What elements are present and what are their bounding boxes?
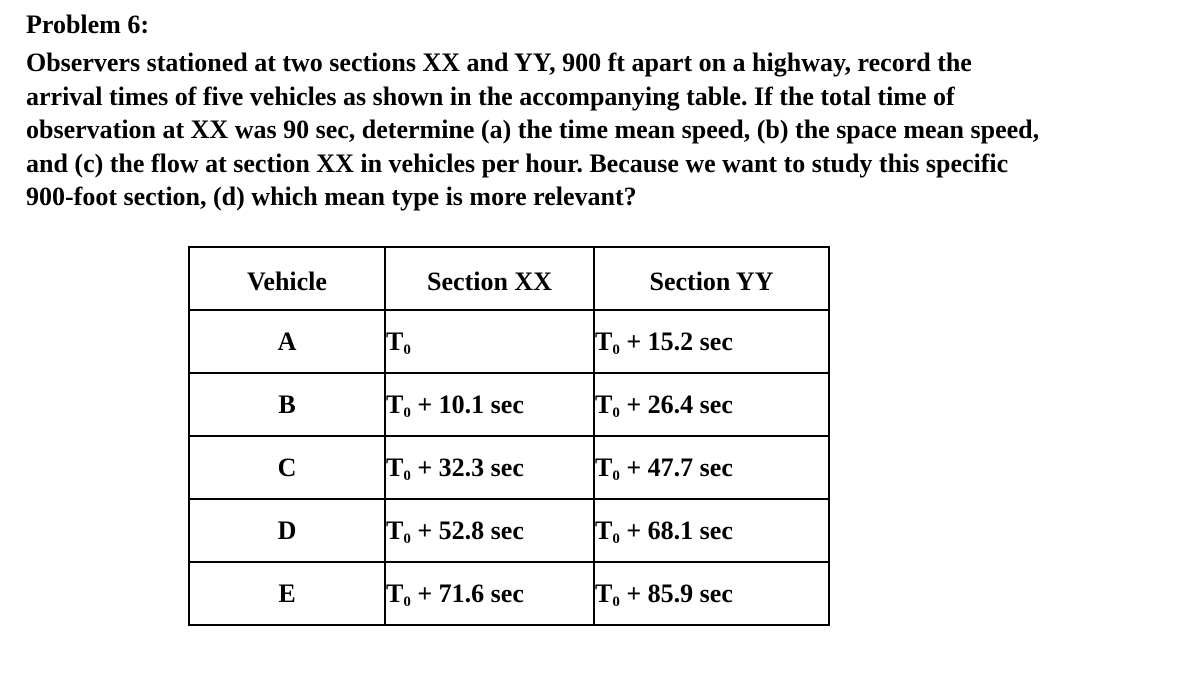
vehicle-cell: C bbox=[189, 436, 385, 499]
table-row bbox=[189, 310, 829, 373]
section-yy-time: $T_0 + 68.1$ sec bbox=[594, 499, 829, 562]
problem-line: arrival times of five vehicles as shown in the accompanying table. If the total time of bbox=[26, 81, 955, 111]
vehicle-cell: B bbox=[189, 373, 385, 436]
problem-line: 900-foot section, (d) which mean type is more relevant? bbox=[26, 182, 637, 211]
section-xx-time: $T_0$ bbox=[385, 310, 594, 373]
header-vehicle: Vehicle bbox=[189, 247, 385, 310]
table-row bbox=[189, 562, 829, 625]
vehicle-cell: E bbox=[189, 562, 385, 625]
section-xx-time: $T_0 + 10.1$ sec bbox=[385, 373, 594, 436]
section-xx-time: $T_0 + 32.3$ sec bbox=[385, 436, 594, 499]
section-xx-time: $T_0 + 71.6$ sec bbox=[385, 562, 594, 625]
problem-title: Problem 6: bbox=[26, 10, 149, 39]
table-header-row bbox=[189, 247, 829, 310]
section-yy-time: $T_0 + 85.9$ sec bbox=[594, 562, 829, 625]
table-row bbox=[189, 436, 829, 499]
header-section-xx: Section XX bbox=[385, 247, 594, 310]
section-yy-time: $T_0 + 26.4$ sec bbox=[594, 373, 829, 436]
section-xx-time: $T_0 + 52.8$ sec bbox=[385, 499, 594, 562]
table-row bbox=[189, 373, 829, 436]
problem-line: observation at XX was 90 sec, determine (a) the time mean speed, (b) the space mean speed, bbox=[26, 115, 1040, 144]
vehicle-cell: D bbox=[189, 499, 385, 562]
arrival-times-table bbox=[188, 246, 830, 626]
header-section-yy: Section YY bbox=[594, 247, 829, 310]
table-row bbox=[189, 499, 829, 562]
problem-statement bbox=[26, 46, 1166, 214]
section-yy-time: $T_0 + 15.2$ sec bbox=[594, 310, 829, 373]
vehicle-cell: A bbox=[189, 310, 385, 373]
problem-line: and (c) the flow at section XX in vehicles per hour. Because we want to study this specific bbox=[26, 148, 1009, 178]
problem-line: Observers stationed at two sections XX and YY, 900 ft apart on a highway, record the bbox=[26, 48, 972, 77]
section-yy-time: $T_0 + 47.7$ sec bbox=[594, 436, 829, 499]
